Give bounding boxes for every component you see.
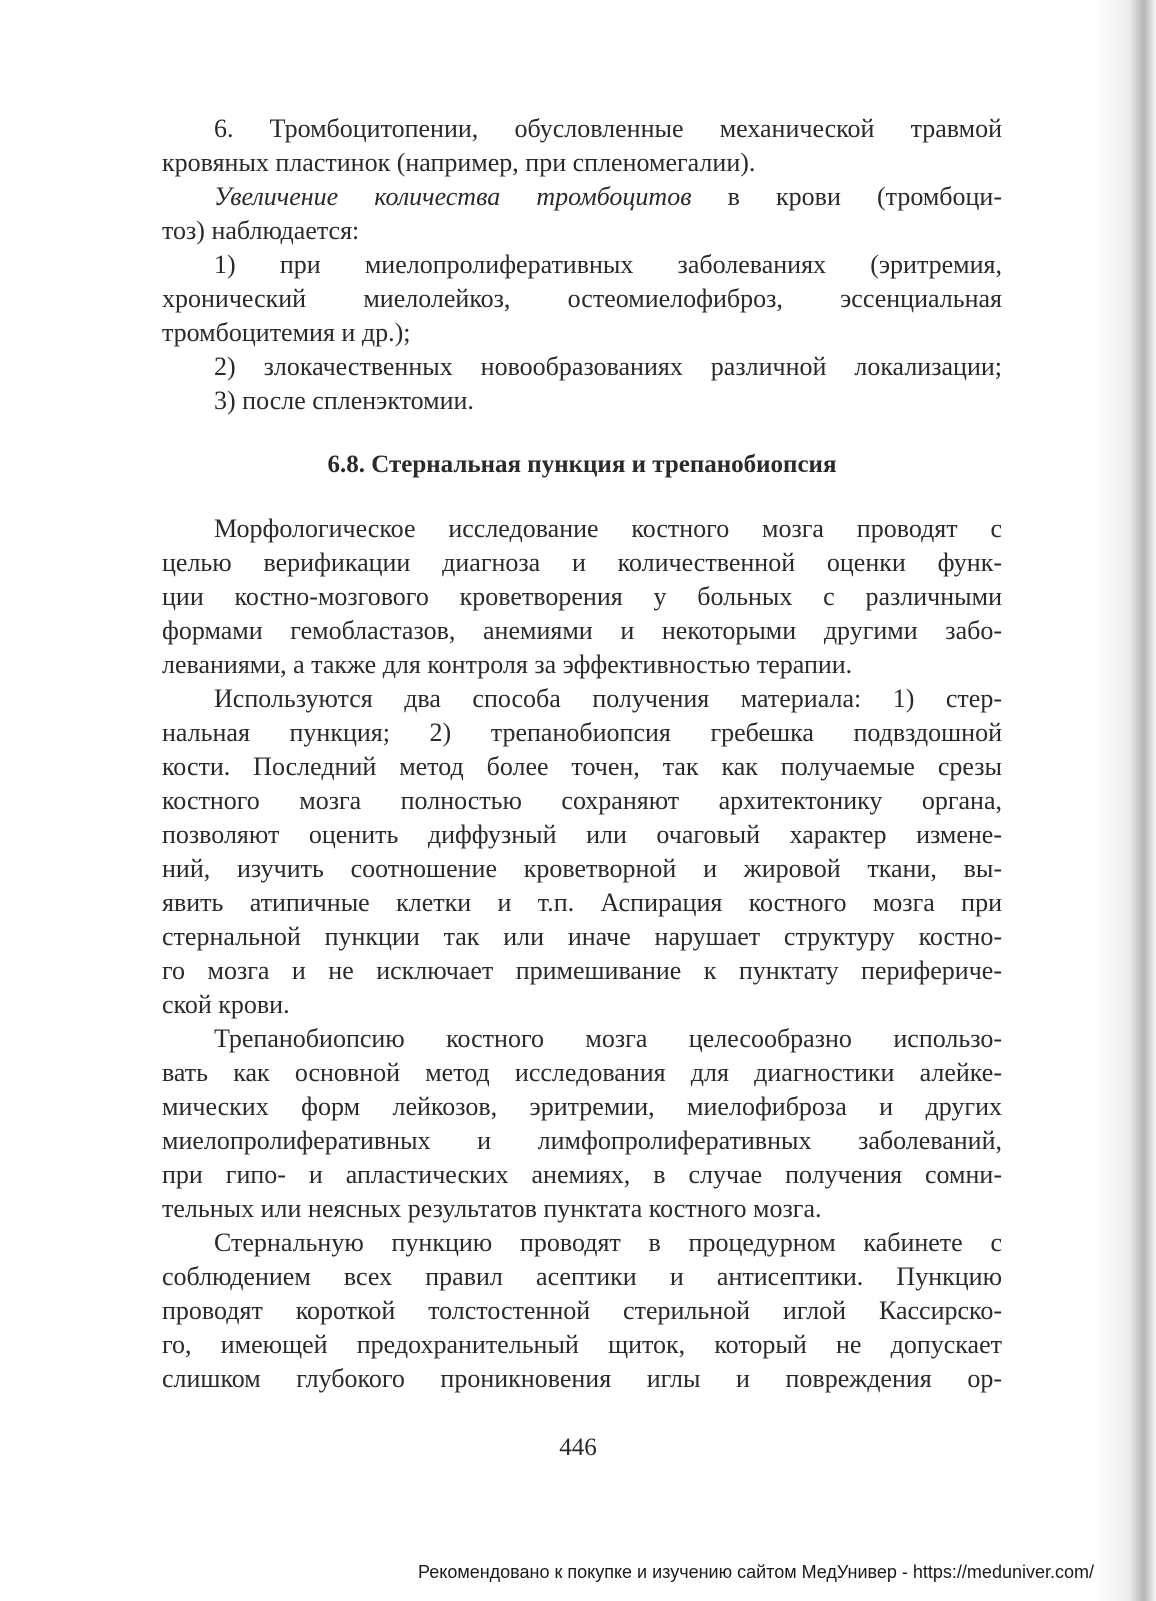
- footer-link[interactable]: https://meduniver.com/: [912, 1562, 1094, 1582]
- text-line: при гипо- и апластических анемиях, в случае получения сомни-: [162, 1160, 1002, 1189]
- text-line: 3) после спленэктомии.: [214, 386, 474, 415]
- text-line: позволяют оценить диффузный или очаговый характер измене-: [162, 820, 1002, 849]
- text-line: го мозга и не исключает примешивание к пунктату перифериче-: [162, 956, 1002, 985]
- footer-recommendation: [418, 1562, 1094, 1583]
- text-line: нальная пункция; 2) трепанобиопсия гребешка подвздошной: [162, 718, 1002, 747]
- text-block-bone-marrow: [162, 512, 1002, 1396]
- text-line: формами гемобластазов, анемиями и некоторыми другими забо-: [162, 616, 1002, 645]
- text-line: стернальной пункции так или иначе нарушает структуру костно-: [162, 922, 1002, 951]
- text-line: кровяных пластинок (например, при спленомегалии).: [162, 148, 756, 177]
- text-line: [162, 180, 1002, 214]
- text-line: леваниями, а также для контроля за эффективностью терапии.: [162, 650, 853, 679]
- text-span: в крови (тромбоци-: [691, 182, 1003, 211]
- text-line: тоз) наблюдается:: [162, 216, 360, 245]
- text-line: ции костно-мозгового кроветворения у больных с различными: [162, 582, 1002, 611]
- italic-term: Увеличение количества тромбоцитов: [214, 182, 692, 211]
- page-gutter-shadow: [1096, 0, 1156, 1601]
- text-line: тромбоцитемия и др.);: [162, 318, 411, 347]
- text-line: го, имеющей предохранительный щиток, который не допускает: [162, 1330, 1002, 1359]
- footer-text: Рекомендовано к покупке и изучению сайтом МедУнивер -: [418, 1562, 913, 1582]
- text-line: тельных или неясных результатов пунктата костного мозга.: [162, 1194, 822, 1223]
- text-line: 2) злокачественных новообразованиях различной локализации;: [214, 352, 1002, 381]
- text-line: 1) при миелопролиферативных заболеваниях (эритремия,: [214, 250, 1002, 279]
- text-line: проводят короткой толстостенной стерильной иглой Кассирско-: [162, 1296, 1002, 1325]
- text-line: хронический миелолейкоз, остеомиелофиброз, эссенциальная: [162, 284, 1002, 313]
- text-line: мических форм лейкозов, эритремии, миелофиброза и других: [162, 1092, 1002, 1121]
- text-line: явить атипичные клетки и т.п. Аспирация костного мозга при: [162, 888, 1002, 917]
- text-line: целью верификации диагноза и количественной оценки функ-: [162, 548, 1002, 577]
- text-line: соблюдением всех правил асептики и антисептики. Пункцию: [162, 1262, 1002, 1291]
- text-line: Морфологическое исследование костного мозга проводят с: [214, 514, 1002, 543]
- text-block-platelets: [162, 112, 1002, 418]
- text-line: ской крови.: [162, 990, 290, 1019]
- section-heading: 6.8. Стернальная пункция и трепанобиопсия: [327, 451, 837, 478]
- text-line: вать как основной метод исследования для диагностики алейке-: [162, 1058, 1002, 1087]
- text-line: Стернальную пункцию проводят в процедурном кабинете с: [214, 1228, 1002, 1257]
- text-line: 6. Тромбоцитопении, обусловленные механической травмой: [214, 114, 1002, 143]
- text-line: Трепанобиопсию костного мозга целесообразно использо-: [214, 1024, 1002, 1053]
- text-line: Используются два способа получения материала: 1) стер-: [214, 684, 1002, 713]
- text-line: кости. Последний метод более точен, так как получаемые срезы: [162, 752, 1002, 781]
- text-line: костного мозга полностью сохраняют архитектонику органа,: [162, 786, 1002, 815]
- text-line: ний, изучить соотношение кроветворной и жировой ткани, вы-: [162, 854, 1002, 883]
- book-page-text: [162, 112, 1002, 1396]
- text-line: миелопролиферативных и лимфопролиферативных заболеваний,: [162, 1126, 1002, 1155]
- text-line: слишком глубокого проникновения иглы и повреждения ор-: [162, 1364, 1002, 1393]
- page-number: 446: [559, 1434, 597, 1461]
